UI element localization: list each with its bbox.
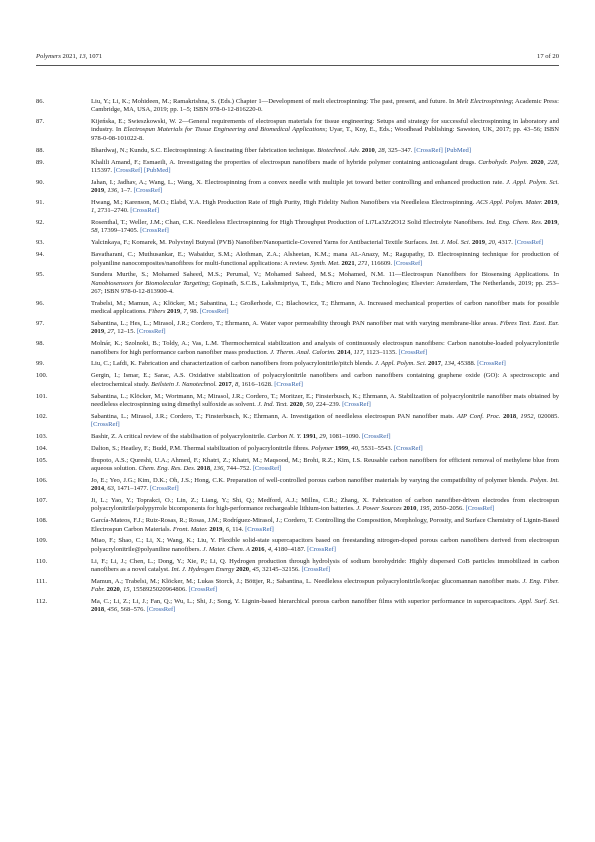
reference-text: , bbox=[302, 400, 307, 408]
reference-number: 110. bbox=[36, 557, 48, 565]
reference-number: 111. bbox=[36, 577, 47, 585]
reference-italic: 27 bbox=[107, 328, 114, 336]
reference-text: , bbox=[104, 187, 108, 195]
reference-item bbox=[36, 445, 559, 453]
reference-number: 95. bbox=[36, 271, 45, 279]
reference-link[interactable]: [CrossRef] bbox=[414, 146, 443, 154]
reference-text: Kijeńska, E.; Swieszkowski, W. 2—General requirements of electrospun materials for tissue engineering: Setups and strategy for successful electrospinning in laboratory and industry. In bbox=[91, 118, 559, 134]
reference-link[interactable]: [CrossRef] bbox=[146, 606, 176, 614]
reference-number: 100. bbox=[36, 372, 48, 380]
page-number: 17 of 20 bbox=[537, 53, 559, 60]
reference-link[interactable]: [CrossRef] bbox=[113, 166, 143, 174]
reference-item bbox=[36, 159, 559, 176]
reference-italic: 6 bbox=[225, 525, 229, 533]
reference-italic: Nanobiosensors for Biomolecular Targeting bbox=[91, 279, 209, 287]
reference-italic: Carbon N. Y. bbox=[267, 432, 302, 440]
reference-number: 103. bbox=[36, 432, 48, 440]
reference-italic: Appl. Surf. Sci. bbox=[518, 597, 559, 605]
reference-year: 2020 bbox=[289, 400, 303, 408]
reference-italic: 117 bbox=[353, 348, 363, 356]
reference-italic: 28 bbox=[378, 146, 385, 154]
reference-text: , 2731–2740. bbox=[94, 207, 131, 215]
reference-italic: J. Power Sources bbox=[356, 505, 402, 513]
reference-item bbox=[36, 179, 559, 196]
reference-item bbox=[36, 147, 559, 155]
reference-text: , 32145–32156. bbox=[258, 565, 302, 573]
reference-italic: 136 bbox=[107, 187, 118, 195]
reference-link[interactable]: [CrossRef] bbox=[245, 525, 274, 533]
reference-text: , bbox=[180, 308, 184, 316]
reference-number: 102. bbox=[36, 412, 48, 420]
reference-text: Sundera Murthe, S.; Mohamed Saheed, M.S.; Perumal, V.; Mohamed Saheed, M.S.; Mohamed, N.M. 11—Electrospun Nanofibers for Biosensing Applications. In bbox=[91, 271, 559, 279]
reference-year: 2021 bbox=[341, 259, 355, 267]
reference-text: , 1471–1477. bbox=[113, 485, 150, 493]
reference-text: Ji, L.; Yao, Y.; Toprakci, O.; Lin, Z.; Liang, Y.; Shi, Q.; Medford, A.J.; Millns, C.R.; Zhang, X. Fabrication of carbon nanofiber-driven electrodes from electrospun polyacrylonitrile/polypyrrole bicomponents for high-performance rechargeable lithium-ion batteries. bbox=[91, 497, 559, 513]
reference-link[interactable]: [CrossRef] bbox=[393, 444, 423, 452]
reference-item bbox=[36, 537, 559, 554]
reference-item bbox=[36, 118, 559, 143]
reference-text: Jo, E.; Yeo, J.G.; Kim, D.K.; Oh, J.S.; Hong, C.K. Preparation of well-controlled porous carbon nanofiber materials by varying the compatibility of polymer blends. bbox=[91, 476, 530, 484]
reference-link[interactable]: [CrossRef] bbox=[393, 259, 423, 267]
reference-link[interactable]: [CrossRef] bbox=[91, 421, 120, 428]
reference-item bbox=[36, 413, 559, 430]
reference-text: , 1081–1090. bbox=[325, 432, 362, 440]
reference-text: , 98. bbox=[186, 308, 200, 316]
reference-number: 108. bbox=[36, 517, 48, 525]
reference-text: ; Gopinath, S.C.B., Lakshmipriya, T., Eds.; Micro and Nano Technologies; Elsevier: Amsterdam, The Netherlands, 2019; pp. 253–267; ISBN 978-0-12-813900-4. bbox=[91, 279, 559, 295]
reference-text: Mamun, A.; Trabelsi, M.; Klöcker, M.; Lukas Storck, J.; Böttjer, R.; Sabantina, L. Needleless electrospun polyacrylonitrile/konjac glucomannan nanofiber mats. bbox=[91, 577, 523, 585]
reference-item bbox=[36, 558, 559, 575]
reference-text: Yalcinkaya, F.; Komarek, M. Polyvinyl Butyral (PVB) Nanofiber/Nanoparticle-Covered Yarns for Antibacterial Textile Surfaces. bbox=[91, 239, 431, 247]
reference-item bbox=[36, 271, 559, 296]
reference-link[interactable]: [CrossRef] bbox=[130, 207, 160, 215]
reference-link[interactable]: [CrossRef] bbox=[301, 565, 331, 573]
journal-volume: 13 bbox=[79, 53, 86, 60]
reference-number: 88. bbox=[36, 146, 45, 154]
reference-text: , 744–752. bbox=[223, 464, 253, 472]
reference-italic: J. Appl. Polym. Sci. bbox=[374, 360, 427, 368]
reference-text: Miao, F.; Shao, C.; Li, X.; Wang, K.; Liu, Y. Flexible solid-state supercapacitors based on freestanding nitrogen-doped porous carbon nanofibers derived from electrospun polyacrylonitrile@polyaniline nanofibers. bbox=[91, 537, 559, 553]
reference-italic: 50 bbox=[306, 400, 313, 408]
reference-text: , 115397. bbox=[91, 158, 559, 174]
journal-citation bbox=[36, 52, 102, 62]
reference-text: , 1558925020964806. bbox=[129, 586, 189, 594]
reference-item bbox=[36, 360, 559, 368]
reference-text: Rosenthal, T.; Weller, J.M.; Chan, C.K. Needleless Electrospinning for High Throughput Production of Li7La3Zr2O12 Solid Electrolyte Nanofibers. bbox=[91, 219, 487, 227]
reference-year: 2010 bbox=[361, 146, 375, 154]
reference-item bbox=[36, 239, 559, 247]
reference-year: 2019 bbox=[471, 239, 486, 247]
reference-italic: 63 bbox=[107, 485, 114, 493]
reference-text: , 12–15. bbox=[113, 328, 137, 336]
reference-text: Ma, C.; Li, Z.; Li, J.; Fan, Q.; Wu, L.; Shi, J.; Song, Y. Lignin-based hierarchical porous carbon nanofiber films with superior performance in supercapacitors. bbox=[91, 597, 519, 605]
reference-text: ; Academic Press: Cambridge, MA, USA, 2019; pp. 1–5; ISBN 978-0-12-816220-0. bbox=[91, 98, 559, 114]
reference-italic: 1952 bbox=[520, 412, 534, 420]
reference-text: , 5531–5543. bbox=[357, 444, 394, 452]
reference-text: Gergin, I.; Ismar, E.; Sarac, A.S. Oxidative stabilization of polyacrylonitrile nanofibers and carbon nanofibers containing graphene oxide (GO): A spectroscopic and electrochemical study. bbox=[91, 372, 559, 388]
reference-text: , 1–7. bbox=[117, 187, 134, 195]
reference-text: , 1123–1135. bbox=[362, 348, 399, 356]
reference-number: 106. bbox=[36, 476, 48, 484]
reference-italic: 29 bbox=[319, 432, 326, 440]
reference-text: Sabantina, L.; Mirasol, J.R.; Cordero, T.; Finsterbusch, K.; Ehrmann, A. Investigation of needleless electrospun PAN nanofiber mats. bbox=[91, 412, 457, 420]
reference-text: , 114. bbox=[228, 525, 246, 533]
reference-number: 94. bbox=[36, 251, 45, 259]
reference-year: 2018 bbox=[197, 464, 211, 472]
reference-italic: Chem. Eng. Res. Des. bbox=[138, 464, 196, 472]
reference-text: , bbox=[249, 565, 253, 573]
reference-text: , bbox=[231, 380, 235, 388]
reference-link[interactable]: [CrossRef] bbox=[465, 505, 495, 513]
reference-year: 2014 bbox=[91, 485, 105, 493]
reference-link[interactable]: [CrossRef] bbox=[361, 432, 391, 440]
reference-year: 2016 bbox=[251, 545, 265, 553]
reference-text: , bbox=[557, 198, 559, 206]
reference-italic: Ind. Eng. Chem. Res. bbox=[486, 219, 543, 227]
reference-italic: J. Appl. Polym. Sci. bbox=[506, 178, 559, 186]
reference-text: , bbox=[374, 146, 379, 154]
reference-year: 2019 bbox=[91, 187, 105, 195]
reference-italic: 7 bbox=[183, 308, 187, 316]
reference-number: 98. bbox=[36, 340, 45, 348]
reference-item bbox=[36, 517, 559, 534]
reference-italic: Int. J. Mol. Sci. bbox=[430, 239, 471, 247]
reference-item bbox=[36, 433, 559, 441]
reference-italic: Polymer bbox=[311, 444, 334, 452]
reference-item bbox=[36, 457, 559, 474]
reference-item bbox=[36, 477, 559, 494]
reference-italic: Carbohydr. Polym. bbox=[478, 158, 529, 166]
reference-item bbox=[36, 340, 559, 357]
reference-italic: Fibers bbox=[148, 308, 166, 316]
reference-text: Molnár, K.; Szolnoki, B.; Toldy, A.; Vas, L.M. Thermochemical stabilization and analysis of continuously electrospun nanofibers: Carbon nanotube-loaded polyacrylonitrile nanofibers for high performance carbon nanofiber mass production. bbox=[91, 340, 559, 356]
reference-link[interactable]: [PubMed] bbox=[444, 146, 472, 154]
reference-italic: AIP Conf. Proc. bbox=[456, 412, 501, 420]
reference-italic: Synth. Met. bbox=[310, 259, 340, 267]
reference-item bbox=[36, 578, 559, 595]
reference-year: 2010 bbox=[403, 505, 417, 513]
reference-text: , bbox=[557, 219, 560, 227]
reference-italic: 45 bbox=[252, 565, 259, 573]
reference-text: , bbox=[104, 485, 108, 493]
reference-link[interactable]: [CrossRef] bbox=[477, 360, 506, 368]
reference-text: , bbox=[348, 444, 352, 452]
reference-text: , 568–576. bbox=[117, 606, 147, 614]
reference-text: , 116609. bbox=[367, 259, 394, 267]
reference-italic: 136 bbox=[213, 464, 224, 472]
journal-name: Polymers bbox=[36, 53, 61, 60]
reference-item bbox=[36, 497, 559, 514]
reference-year: 2018 bbox=[503, 412, 517, 420]
reference-italic: Electrospun Materials for Tissue Engineering and Biomedical Applications bbox=[123, 126, 326, 134]
reference-italic: Front. Mater. bbox=[172, 525, 208, 533]
reference-item bbox=[36, 598, 559, 615]
reference-link[interactable]: [CrossRef] bbox=[136, 328, 166, 336]
reference-text: , bbox=[543, 158, 548, 166]
reference-number: 97. bbox=[36, 320, 45, 328]
reference-italic: J. Mater. Chem. A bbox=[202, 545, 250, 553]
reference-number: 93. bbox=[36, 239, 45, 247]
reference-item bbox=[36, 219, 559, 236]
reference-text: , bbox=[350, 348, 354, 356]
reference-italic: J. Therm. Anal. Calorim. bbox=[270, 348, 336, 356]
reference-text: García-Mateos, F.J.; Ruiz-Rosas, R.; Rosas, J.M.; Rodríguez-Mirasol, J.; Cordero, T. Controlling the Composition, Morphology, Porosity, and Surface Chemistry of Lignin-Based Electrospun Carbon Materials. bbox=[91, 517, 559, 533]
reference-item bbox=[36, 199, 559, 216]
reference-text: , 17399–17405. bbox=[97, 227, 141, 235]
reference-italic: 20 bbox=[488, 239, 495, 247]
reference-italic: J. Eng. Fiber. Fabr. bbox=[91, 577, 559, 594]
reference-year: 2014 bbox=[337, 348, 351, 356]
reference-link[interactable]: [CrossRef] bbox=[342, 400, 371, 408]
reference-number: 89. bbox=[36, 158, 45, 166]
reference-number: 101. bbox=[36, 392, 48, 400]
reference-text: Bavatharani, C.; Muthusankar, E.; Wabaidur, S.M.; Alothman, Z.A.; Alsheetan, K.M.; mana AL-Anazy, M.; Ragupathy, D. Electrospinning technique for production of polyaniline nanocomposites/nanofibres for multi-functional applications: A review. bbox=[91, 251, 559, 267]
reference-text: Liu, Y.; Li, K.; Mohideen, M.; Ramakrishna, S. (Eds.) Chapter 1—Development of melt electrospinning: The past, present, and future. In bbox=[91, 98, 457, 105]
reference-link[interactable]: [CrossRef] bbox=[398, 348, 428, 356]
reference-text: Liu, C.; Lafdi, K. Fabrication and characterization of carbon nanofibers from polyacrylonitrile/pitch blends. bbox=[91, 360, 375, 368]
reference-link[interactable]: [CrossRef] bbox=[252, 464, 282, 472]
reference-year: 1999 bbox=[335, 444, 349, 452]
reference-text: Hwang, M.; Karenson, M.O.; Elabd, Y.A. High Production Rate of High Purity, High Fidelity Nafion Nanofibers via Needleless Electrospinning. bbox=[91, 198, 477, 206]
reference-text: , 325–347. bbox=[384, 146, 415, 154]
reference-text: , 2050–2056. bbox=[429, 505, 466, 513]
reference-text: , bbox=[416, 505, 420, 513]
reference-text: , bbox=[516, 412, 521, 420]
reference-text: , bbox=[441, 360, 445, 368]
reference-item bbox=[36, 393, 559, 410]
reference-year: 2020 bbox=[106, 586, 120, 594]
reference-item bbox=[36, 98, 559, 115]
reference-year: 2019 bbox=[209, 525, 223, 533]
reference-link[interactable]: [CrossRef] bbox=[149, 485, 179, 493]
reference-text: , bbox=[119, 586, 124, 594]
reference-list bbox=[36, 98, 559, 618]
reference-year: 2019 bbox=[91, 328, 105, 336]
reference-italic: 228 bbox=[547, 158, 558, 166]
reference-year: 2019 bbox=[167, 308, 181, 316]
reference-item bbox=[36, 300, 559, 317]
page-header bbox=[36, 52, 559, 62]
reference-text: Bhardwaj, N.; Kundu, S.C. Electrospinning: A fascinating fiber fabrication technique. bbox=[91, 146, 318, 154]
reference-item bbox=[36, 372, 559, 389]
reference-number: 99. bbox=[36, 360, 45, 368]
reference-text: , bbox=[104, 328, 108, 336]
header-rule bbox=[36, 65, 559, 66]
reference-italic: 456 bbox=[107, 606, 118, 614]
reference-year: 2017 bbox=[218, 380, 232, 388]
reference-number: 104. bbox=[36, 444, 48, 452]
reference-number: 86. bbox=[36, 98, 45, 105]
reference-year: 2018 bbox=[91, 606, 105, 614]
reference-year: 2020 bbox=[530, 158, 544, 166]
reference-text: Ibupoto, A.S.; Qureshi, U.A.; Ahmed, F.; Khatri, Z.; Khatri, M.; Maqsood, M.; Brohi, R.Z.; Kim, I.S. Reusable carbon nanofibers for efficient removal of methylene blue from aqueous solution. bbox=[91, 456, 559, 472]
reference-text: , bbox=[354, 259, 358, 267]
reference-text: , 4180–4187. bbox=[271, 545, 308, 553]
article-number: , 1071 bbox=[85, 53, 103, 60]
reference-text: Sabantina, L.; Hes, L.; Mirasol, J.R.; Cordero, T.; Ehrmann, A. Water vapor permeability through PAN nanofiber mat with varying membrane-like areas. bbox=[91, 320, 500, 328]
reference-item bbox=[36, 320, 559, 337]
reference-text: , 020085. bbox=[533, 412, 560, 420]
reference-text: Sabantina, L.; Klöcker, M.; Wortmann, M.; Mirasol, J.R.; Cordero, T.; Moritzer, E.; Finsterbusch, K.; Ehrmann, A. Stabilization of polyacrylonitrile nanofiber mats obtained by needleless electrospinning using dimethyl sulfoxide as solvent. bbox=[91, 392, 559, 408]
reference-italic: J. Ind. Text. bbox=[257, 400, 289, 408]
reference-link[interactable]: [CrossRef] bbox=[140, 227, 169, 235]
reference-text: , bbox=[264, 545, 268, 553]
reference-text: ; Uyar, T., Kny, E., Eds.; Woodhead Publishing: Sawston, UK, 2017; pp. 43–56; ISBN 978-0-08-101022-8. bbox=[91, 126, 559, 142]
reference-text: Dalton, S.; Heatley, F.; Budd, P.M. Thermal stabilization of polyacrylonitrile fibres. bbox=[91, 444, 312, 452]
journal-year: 2021, bbox=[60, 53, 80, 60]
reference-text: Li, F.; Li, J.; Chen, L.; Dong, Y.; Xie, P.; Li, Q. Hydrogen production through hydrolysis of sodium borohydride: Highly dispersed CoB particles immobilized in carbon nanofibers as a novel catalyst. bbox=[91, 557, 559, 573]
reference-italic: ACS Appl. Polym. Mater. bbox=[476, 198, 543, 206]
reference-text: Trabelsi, M.; Mamun, A.; Klöcker, M.; Sabantina, L.; Großerhode, C.; Blachowicz, T.; Ehrmann, A. Increased mechanical properties of carbon nanofiber mats for possible medical applications. bbox=[91, 299, 559, 316]
reference-italic: Melt Electrospinning bbox=[456, 98, 512, 105]
reference-italic: Biotechnol. Adv. bbox=[317, 146, 361, 154]
reference-year: 2019 bbox=[544, 219, 558, 227]
reference-link[interactable]: [PubMed] bbox=[144, 166, 171, 174]
reference-number: 91. bbox=[36, 198, 45, 206]
reference-year: 1991 bbox=[302, 432, 316, 440]
reference-number: 90. bbox=[36, 178, 45, 186]
reference-text: , bbox=[210, 464, 214, 472]
reference-italic: 40 bbox=[351, 444, 358, 452]
reference-link[interactable]: [CrossRef] bbox=[514, 239, 544, 247]
reference-number: 109. bbox=[36, 537, 48, 545]
reference-link[interactable]: [CrossRef] bbox=[199, 308, 229, 316]
reference-number: 92. bbox=[36, 219, 45, 227]
reference-link[interactable]: [CrossRef] bbox=[188, 586, 218, 594]
reference-italic: 195 bbox=[419, 505, 430, 513]
reference-text: , bbox=[222, 525, 226, 533]
reference-text: , 224–239. bbox=[312, 400, 343, 408]
reference-item bbox=[36, 251, 559, 268]
reference-link[interactable]: [CrossRef] bbox=[133, 187, 163, 195]
reference-italic: 8 bbox=[234, 380, 239, 388]
reference-italic: Beilstein J. Nanotechnol. bbox=[151, 380, 217, 388]
reference-year: 2017 bbox=[427, 360, 442, 368]
reference-text: , 4317. bbox=[494, 239, 515, 247]
reference-link[interactable]: [CrossRef] bbox=[307, 545, 336, 553]
reference-text: Jahan, I.; Jadhav, A.; Wang, L.; Wang, X. Electrospinning from a convex needle with multiple jet toward better controlling and enhanced production rate. bbox=[91, 178, 507, 186]
reference-italic: Int. J. Hydrogen Energy bbox=[171, 565, 235, 573]
reference-year: 2019 bbox=[544, 198, 558, 206]
reference-italic: 4 bbox=[267, 545, 272, 553]
reference-italic: 1 bbox=[91, 207, 95, 215]
reference-text: , 45388. bbox=[454, 360, 478, 368]
reference-italic: 271 bbox=[357, 259, 368, 267]
reference-text: , 1616–1628. bbox=[238, 380, 275, 388]
reference-italic: 15 bbox=[123, 586, 130, 594]
reference-text: , bbox=[104, 606, 108, 614]
reference-italic: Fibres Text. East. Eur. bbox=[499, 320, 560, 328]
reference-year: 2020 bbox=[235, 565, 250, 573]
reference-number: 112. bbox=[36, 597, 48, 605]
reference-number: 87. bbox=[36, 118, 45, 126]
reference-link[interactable]: [CrossRef] bbox=[274, 380, 303, 388]
reference-text: Bashir, Z. A critical review of the stabilisation of polyacrylonitrile. bbox=[91, 432, 268, 440]
reference-text: , bbox=[315, 432, 320, 440]
reference-number: 96. bbox=[36, 299, 45, 307]
reference-number: 107. bbox=[36, 497, 48, 505]
reference-italic: Polym. Int. bbox=[529, 476, 559, 484]
reference-italic: 58 bbox=[91, 227, 98, 235]
reference-text: Khalili Amand, F.; Esmaeili, A. Investigating the properties of electrospun nanofibers made of hybride polymer containing anticoagulant drugs. bbox=[91, 158, 479, 166]
reference-number: 105. bbox=[36, 456, 48, 464]
reference-text: , bbox=[485, 239, 489, 247]
reference-italic: 134 bbox=[444, 360, 455, 368]
